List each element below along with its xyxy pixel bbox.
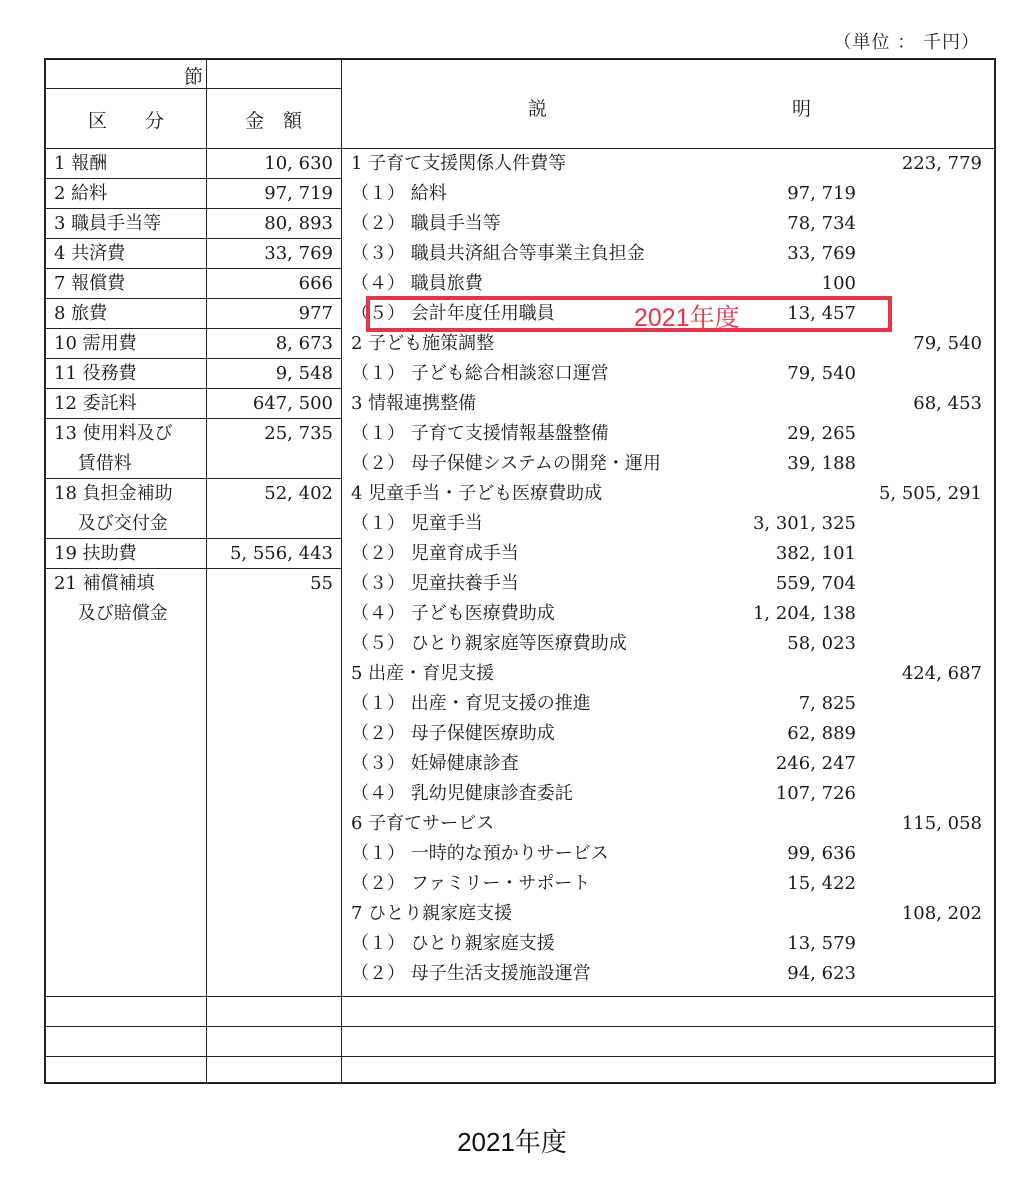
setsumei-label: （３） 職員共済組合等事業主負担金 — [351, 243, 645, 264]
setsumei-sub-amount: 13, 457 — [787, 303, 856, 324]
setsumei-row — [343, 599, 996, 629]
table-row — [46, 299, 341, 329]
header-setsumei-right: 明 — [792, 98, 812, 120]
setsumei-label: （２） 職員手当等 — [351, 213, 501, 234]
setsumei-label: （２） 児童育成手当 — [351, 543, 519, 564]
setsumei-row — [343, 959, 996, 989]
budget-table — [44, 58, 996, 1084]
kubun-label: 10 需用費 — [54, 333, 137, 354]
table-row — [46, 449, 341, 479]
kingaku-value: 8, 673 — [275, 333, 333, 354]
setsumei-label: （４） 職員旅費 — [351, 273, 483, 294]
setsumei-sub-amount: 3, 301, 325 — [752, 513, 856, 534]
setsumei-total-amount: 108, 202 — [901, 903, 982, 924]
setsumei-sub-amount: 15, 422 — [787, 873, 856, 894]
setsumei-sub-amount: 100 — [821, 273, 856, 294]
setsumei-row — [343, 479, 996, 509]
setsumei-sub-amount: 29, 265 — [787, 423, 856, 444]
setsumei-row — [343, 209, 996, 239]
setsumei-total-amount: 79, 540 — [913, 333, 982, 354]
setsumei-row — [343, 899, 996, 929]
kubun-label: 12 委託料 — [54, 393, 137, 414]
setsumei-label: （４） 子ども医療費助成 — [351, 603, 555, 624]
kubun-label: 4 共済費 — [54, 243, 126, 264]
table-row — [46, 509, 341, 539]
kingaku-value: 666 — [298, 273, 333, 294]
header-setsumei-left: 説 — [528, 98, 548, 120]
blank-row-rule — [46, 996, 994, 997]
table-row — [46, 419, 341, 449]
kubun-label: 及び賠償金 — [54, 603, 168, 624]
setsumei-sub-amount: 97, 719 — [787, 183, 856, 204]
setsumei-row — [343, 509, 996, 539]
kubun-label: 19 扶助費 — [54, 543, 137, 564]
setsumei-row — [343, 689, 996, 719]
setsumei-label: （３） 児童扶養手当 — [351, 573, 519, 594]
setsumei-sub-amount: 246, 247 — [775, 753, 856, 774]
kingaku-value: 5, 556, 443 — [229, 543, 333, 564]
setsumei-sub-amount: 78, 734 — [787, 213, 856, 234]
table-row — [46, 329, 341, 359]
table-row — [46, 569, 341, 599]
setsumei-label: （４） 乳幼児健康診査委託 — [351, 783, 573, 804]
setsumei-row — [343, 389, 996, 419]
kubun-label: 21 補償補填 — [54, 573, 155, 594]
setsumei-sub-amount: 79, 540 — [787, 363, 856, 384]
setsumei-sub-amount: 39, 188 — [787, 453, 856, 474]
table-row — [46, 539, 341, 569]
kubun-label: 及び交付金 — [54, 513, 168, 534]
setsumei-row-highlighted — [343, 359, 996, 389]
setsumei-sub-amount: 33, 769 — [787, 243, 856, 264]
setsumei-row — [343, 779, 996, 809]
kubun-label: 11 役務費 — [54, 363, 137, 384]
setsumei-label: （２） 母子保健システムの開発・運用 — [351, 453, 661, 474]
kingaku-value: 80, 893 — [264, 213, 333, 234]
setsumei-row — [343, 839, 996, 869]
kingaku-value: 9, 548 — [275, 363, 333, 384]
setsumei-label: 3 情報連携整備 — [351, 393, 477, 414]
kingaku-value: 52, 402 — [264, 483, 333, 504]
setsumei-sub-amount: 559, 704 — [775, 573, 856, 594]
setsumei-sub-amount: 382, 101 — [775, 543, 856, 564]
setsumei-row — [343, 659, 996, 689]
setsumei-label: （２） 母子生活支援施設運営 — [351, 963, 591, 984]
kingaku-value: 55 — [310, 573, 333, 594]
setsumei-row — [343, 419, 996, 449]
setsumei-row — [343, 869, 996, 899]
setsumei-row — [343, 179, 996, 209]
year-annotation: 2021年度 — [634, 304, 740, 332]
setsumei-row — [343, 569, 996, 599]
table-row — [46, 209, 341, 239]
setsumei-row — [343, 269, 996, 299]
kubun-label: 7 報償費 — [54, 273, 126, 294]
header-kubun: 区 分 — [87, 110, 164, 132]
unit-note: （単位 ： 千円） — [833, 32, 980, 53]
setsumei-sub-amount: 107, 726 — [775, 783, 856, 804]
kingaku-value: 33, 769 — [264, 243, 333, 264]
setsumei-label: （１） ひとり親家庭支援 — [351, 933, 555, 954]
setsumei-label: （２） 母子保健医療助成 — [351, 723, 555, 744]
setsumei-row — [343, 449, 996, 479]
setsumei-label: 5 出産・育児支援 — [351, 663, 495, 684]
setsumei-label: （１） 出産・育児支援の推進 — [351, 693, 591, 714]
setsumei-label: （５） 会計年度任用職員 — [351, 303, 555, 324]
table-row — [46, 599, 341, 629]
setsumei-row — [343, 239, 996, 269]
setsumei-label: （１） 一時的な預かりサービス — [351, 843, 609, 864]
setsumei-sub-amount: 99, 636 — [787, 843, 856, 864]
setsumei-label: （２） ファミリー・サポート — [351, 873, 591, 894]
header-setsu: 節 — [183, 66, 203, 88]
highlight-box — [366, 296, 892, 332]
setsumei-sub-amount: 7, 825 — [798, 693, 856, 714]
table-row — [46, 269, 341, 299]
setsumei-total-amount: 115, 058 — [901, 813, 982, 834]
setsumei-sub-amount: 94, 623 — [787, 963, 856, 984]
setsumei-label: （１） 児童手当 — [351, 513, 483, 534]
setsumei-label: 7 ひとり親家庭支援 — [351, 903, 513, 924]
kubun-label: 1 報酬 — [54, 153, 108, 174]
setsumei-row — [343, 809, 996, 839]
header-kingaku: 金 額 — [244, 110, 302, 132]
kubun-label: 2 給料 — [54, 183, 108, 204]
setsumei-total-amount: 223, 779 — [901, 153, 982, 174]
setsumei-total-amount: 68, 453 — [913, 393, 982, 414]
table-row — [46, 359, 341, 389]
setsumei-label: （１） 子ども総合相談窓口運営 — [351, 363, 609, 384]
kubun-label: 18 負担金補助 — [54, 483, 173, 504]
kingaku-value: 10, 630 — [264, 153, 333, 174]
setsumei-label: （３） 妊婦健康診査 — [351, 753, 519, 774]
setsumei-row — [343, 539, 996, 569]
setsumei-total-amount: 424, 687 — [901, 663, 982, 684]
blank-row-rule — [46, 1056, 994, 1057]
caption: 2021年度 — [457, 1127, 567, 1157]
setsumei-row — [343, 749, 996, 779]
setsumei-sub-amount: 58, 023 — [787, 633, 856, 654]
kingaku-value: 647, 500 — [252, 393, 333, 414]
kubun-label: 賃借料 — [54, 453, 132, 474]
setsumei-label: 6 子育てサービス — [351, 813, 495, 834]
table-row — [46, 179, 341, 209]
setsumei-label: （１） 子育て支援情報基盤整備 — [351, 423, 609, 444]
table-row — [46, 149, 341, 179]
setsumei-label: 4 児童手当・子ども医療費助成 — [351, 483, 603, 504]
setsumei-total-amount: 5, 505, 291 — [878, 483, 982, 504]
kingaku-value: 977 — [298, 303, 333, 324]
table-row — [46, 389, 341, 419]
setsumei-label: 1 子育て支援関係人件費等 — [351, 153, 567, 174]
kubun-label: 8 旅費 — [54, 303, 108, 324]
kingaku-value: 97, 719 — [264, 183, 333, 204]
setsumei-sub-amount: 62, 889 — [787, 723, 856, 744]
kingaku-value: 25, 735 — [264, 423, 333, 444]
table-row — [46, 239, 341, 269]
table-row — [46, 479, 341, 509]
setsumei-label: （５） ひとり親家庭等医療費助成 — [351, 633, 627, 654]
setsumei-sub-amount: 1, 204, 138 — [752, 603, 856, 624]
kubun-label: 3 職員手当等 — [54, 213, 162, 234]
setsumei-row — [343, 629, 996, 659]
setsumei-row — [343, 719, 996, 749]
blank-row-rule — [46, 1026, 994, 1027]
setsumei-row — [343, 929, 996, 959]
setsumei-sub-amount: 13, 579 — [787, 933, 856, 954]
setsumei-label: 2 子ども施策調整 — [351, 333, 495, 354]
kubun-label: 13 使用料及び — [54, 423, 173, 444]
column-divider-kingaku — [341, 60, 342, 1082]
setsumei-label: （１） 給料 — [351, 183, 447, 204]
setsumei-row — [343, 149, 996, 179]
